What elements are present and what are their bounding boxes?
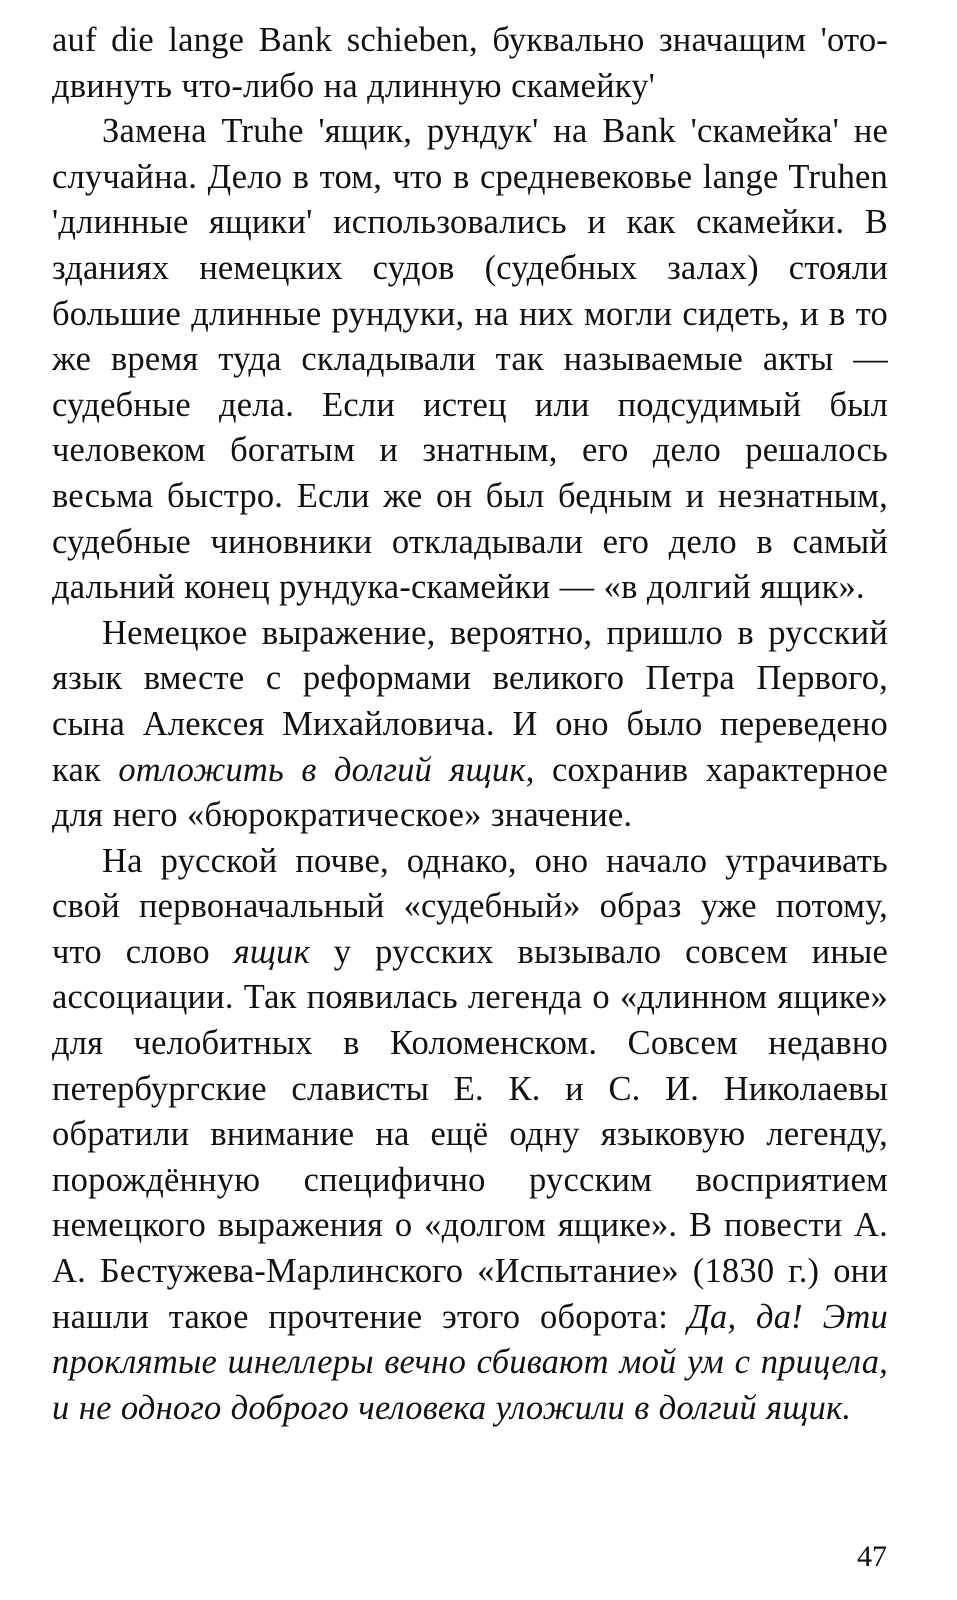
paragraph-2: Замена Truhe 'ящик, рундук' на Bank 'скамейка' не случайна. Дело в том, что в средневековье lange Truhen 'длинные ящики' использовались и как скамейки. В зданиях немецких судов (судебных залах) стояли большие длинные рундуки, на них могли сидеть, и в то же время туда складывали так называемые акты — судебные дела. Если истец или подсудимый был человеком богатым и знатным, его дело решалось весьма быстро. Если же он был бедным и незнатным, судебные чиновники откладывали его дело в самый дальний конец рундука-скамейки — «в долгий ящик». [52,112,888,607]
paragraph-4-italic-quote: Да, да! Эти проклятые шнеллеры вечно сбивают мой ум с прицела, и не одного доброго человека уложили в долгий ящик. [52,1297,888,1427]
paragraph-4-text-b: у русских вызывало совсем иные ассоциации. Так появилась легенда о «длинном ящике» для челобитных в Коломенском. Совсем недавно петербургские слависты Е. К. и С. И. Николаевы обратили внимание на ещё одну языковую легенду, порождённую специфично русским восприятием немецкого выражения о «долгом ящике». В повести А. А. Бестужева-Марлинского «Испытание» (1830 г.) они нашли такое прочтение этого оборота: [52,932,888,1336]
paragraph-3 [52,611,888,839]
paragraph-4-italic-word: ящик [233,932,310,971]
paragraph-3-text-a: Немецкое выражение, вероятно, пришло в русский язык вместе с реформами великого Петра Первого, сына Алексея Михайловича. И оно было переведено как [52,613,888,789]
paragraph-3-italic-phrase: отложить в долгий ящик [118,750,526,789]
paragraph-1: auf die lange Bank schieben, буквально значащим 'ото-двинуть что-либо на длинную скамейку' [52,21,888,105]
page-number: 47 [857,1540,887,1573]
paragraph-4-text-a: На русской почве, однако, оно начало утрачивать свой первоначальный «судебный» образ уже потому, что слово [52,841,888,971]
paragraph-3-text-b: , сохранив характерное для него «бюрократическое» значение. [52,750,888,835]
book-page-text [52,18,888,1431]
paragraph-4 [52,839,888,1432]
